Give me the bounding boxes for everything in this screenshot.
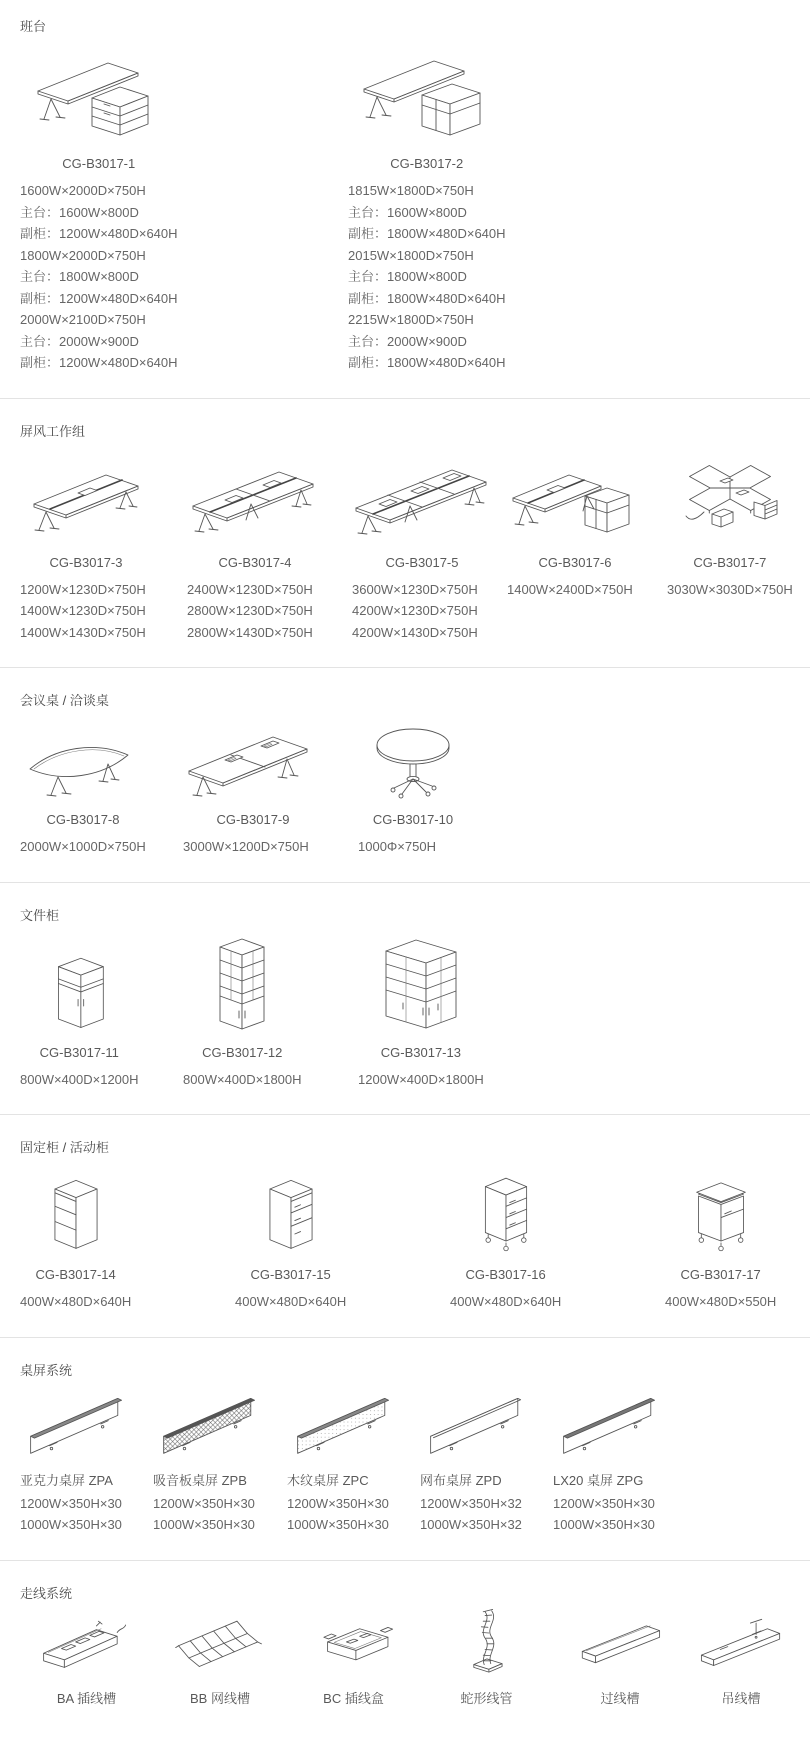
spec-list [667,579,793,601]
section-header: 桌屏系统 [20,1362,73,1378]
spec-list [348,180,506,374]
low-cabinet-icon [20,928,139,1034]
product-card [553,1383,687,1536]
spec-list [20,836,146,858]
product-code: CG-B3017-17 [680,1267,761,1282]
product-card [553,1606,687,1716]
section-conference-tables [0,667,810,882]
spec-line: 主台：1600W×800D [20,204,139,220]
mobile-pedestal-low-icon [665,1160,776,1256]
spec-line: 4200W×1230D×750H [352,603,478,618]
product-card [235,1160,450,1313]
product-code: BB 网线槽 [190,1690,250,1706]
spec-line: 1200W×350H×30 [153,1495,255,1511]
product-card [420,1383,553,1536]
cable-tray-ba-icon [20,1606,153,1674]
product-code: 木纹桌屏 ZPC [287,1472,369,1488]
product-card [352,444,507,644]
spec-list [358,1069,484,1091]
product-code: CG-B3017-10 [372,812,454,827]
product-card [358,928,790,1091]
cable-box-bc-icon [287,1606,420,1674]
product-code: LX20 桌屏 ZPG [553,1472,644,1488]
spec-list [352,579,492,644]
product-code: 吊线槽 [721,1690,761,1706]
spec-line: 副柜：1800W×480D×640H [348,355,506,370]
workstation-single-icon [20,444,152,544]
product-code: 过线槽 [600,1690,640,1706]
spec-line: 400W×480D×550H [665,1294,777,1309]
section-header: 固定柜 / 活动柜 [20,1140,109,1155]
product-code: CG-B3017-7 [693,554,767,570]
spec-line: 1600W×2000D×750H [20,183,146,198]
product-card [187,444,352,644]
product-card [20,1606,153,1716]
spec-line: 3600W×1230D×750H [352,581,478,597]
spec-list [20,1291,131,1313]
spec-line: 2215W×1800D×750H [348,312,474,327]
spec-line: 3030W×3030D×750H [667,581,793,597]
spec-line: 1000W×350H×32 [420,1517,522,1532]
product-card [20,1383,153,1536]
section-header: 文件柜 [20,907,60,923]
spec-line: 1000Φ×750H [358,839,436,854]
spec-line: 1200W×400D×1800H [358,1071,484,1087]
mesh-screen-icon [420,1383,536,1459]
hanging-channel-icon [687,1606,795,1674]
spec-line: 2800W×1230D×750H [187,603,313,618]
product-code: CG-B3017-2 [390,156,464,171]
spec-line: 1000W×350H×30 [287,1517,389,1532]
section-header: 班台 [20,19,47,34]
fixed-pedestal-right-icon [235,1160,346,1256]
spec-list [20,1493,136,1536]
wide-tall-cabinet-icon [358,928,484,1034]
spec-list [420,1493,536,1536]
product-code: CG-B3017-14 [35,1267,116,1282]
spec-line: 2000W×2100D×750H [20,312,146,327]
section-executive-desks [0,0,810,398]
product-code: 吸音板桌屏 ZPB [153,1472,247,1488]
spec-list [553,1493,669,1536]
spec-line: 4200W×1430D×750H [352,624,478,640]
product-card [20,39,348,374]
spec-line: 1200W×350H×30 [553,1495,655,1511]
spec-list [450,1291,561,1313]
product-card [183,713,358,858]
spec-line: 副柜：1800W×480D×640H [348,290,506,306]
product-code: CG-B3017-9 [216,812,290,827]
spec-list [187,579,323,644]
spec-line: 主台：1800W×800D [348,269,467,284]
lx20-screen-icon [553,1383,669,1459]
product-code: CG-B3017-1 [62,156,136,171]
product-code: CG-B3017-13 [380,1044,461,1060]
cable-channel-icon [553,1606,687,1674]
spec-line: 主台：1800W×800D [20,269,139,284]
product-card [20,928,183,1091]
executive-desk-right-return-icon [348,39,506,145]
acoustic-screen-icon [153,1383,269,1459]
product-code: 蛇形线管 [460,1690,513,1706]
product-card [287,1383,420,1536]
spec-line: 400W×480D×640H [235,1294,347,1309]
product-code: CG-B3017-4 [218,554,292,570]
spec-list [235,1291,346,1313]
spec-list [183,836,323,858]
product-card [667,444,793,601]
product-card [287,1606,420,1716]
product-code: 网布桌屏 ZPD [420,1472,502,1488]
workstation-cross-cluster-icon [667,444,793,544]
product-code: CG-B3017-16 [465,1267,546,1282]
spec-line: 副柜：1200W×480D×640H [20,290,178,306]
tall-cabinet-icon [183,928,302,1034]
spec-line: 1000W×350H×30 [153,1517,255,1532]
section-pedestals [0,1114,810,1337]
product-card [507,444,667,601]
spec-line: 800W×400D×1200H [20,1071,139,1087]
spec-line: 1000W×350H×30 [20,1517,122,1532]
workstation-with-cabinet-icon [507,444,643,544]
product-code: CG-B3017-11 [39,1044,119,1060]
spec-list [153,1493,269,1536]
section-file-cabinets [0,882,810,1115]
spec-line: 2000W×1000D×750H [20,839,146,854]
product-card [183,928,358,1091]
spec-line: 1200W×350H×30 [20,1495,122,1511]
product-card [687,1606,795,1716]
spec-line: 1000W×350H×30 [553,1517,655,1532]
product-card [420,1606,553,1716]
product-card [665,1160,790,1313]
woodgrain-screen-icon [287,1383,403,1459]
executive-desk-left-return-icon [20,39,178,145]
mobile-pedestal-icon [450,1160,561,1256]
spec-list [183,1069,302,1091]
product-code: CG-B3017-8 [46,812,120,827]
spec-line: 1200W×350H×30 [287,1495,389,1511]
spec-list [287,1493,403,1536]
spec-line: 2015W×1800D×750H [348,247,474,263]
workstation-2bay-icon [187,444,323,544]
section-screen-workstations [0,398,810,668]
product-code: BC 插线盒 [323,1690,384,1706]
spec-line: 1815W×1800D×750H [348,183,474,198]
spec-line: 主台：1600W×800D [348,204,467,220]
product-card [153,1383,287,1536]
product-card [358,713,790,858]
spec-line: 2800W×1430D×750H [187,624,313,640]
product-code: CG-B3017-12 [202,1044,283,1060]
section-cable-management [0,1560,810,1740]
product-code: CG-B3017-6 [538,554,612,570]
spec-line: 2400W×1230D×750H [187,581,313,597]
rect-conference-table-icon [183,713,323,801]
spec-line: 1800W×2000D×750H [20,247,146,263]
product-card [348,39,790,374]
spec-line: 副柜：1200W×480D×640H [20,226,178,241]
spec-line: 400W×480D×640H [20,1294,132,1309]
spec-line: 400W×480D×640H [450,1294,562,1309]
spec-list [507,579,643,601]
product-card [450,1160,665,1313]
spec-line: 1200W×350H×32 [420,1495,522,1511]
product-code: CG-B3017-3 [49,554,123,570]
product-card [153,1606,287,1716]
product-code: BA 插线槽 [56,1690,117,1706]
section-header: 会议桌 / 洽谈桌 [20,693,109,708]
product-code: CG-B3017-5 [385,554,459,570]
spec-line: 主台：2000W×900D [20,333,139,349]
wire-basket-bb-icon [153,1606,287,1674]
spec-line: 主台：2000W×900D [348,333,467,349]
product-card [20,713,183,858]
spec-list [20,1069,139,1091]
spec-line: 副柜：1200W×480D×640H [20,355,178,370]
spec-line: 副柜：1800W×480D×640H [348,226,506,241]
spec-list [20,579,152,644]
product-card [20,1160,235,1313]
section-header: 走线系统 [20,1585,73,1601]
spec-line: 1400W×1230D×750H [20,603,146,618]
workstation-3bay-icon [352,444,492,544]
snake-tube-icon [420,1606,553,1674]
spec-line: 3000W×1200D×750H [183,839,309,854]
spec-list [20,180,178,374]
spec-list [358,836,468,858]
boat-conference-table-icon [20,713,146,801]
section-desk-screens [0,1337,810,1560]
spec-line: 1400W×2400D×750H [507,581,633,597]
acrylic-screen-icon [20,1383,136,1459]
product-code: 亚克力桌屏 ZPA [20,1472,113,1488]
fixed-pedestal-left-icon [20,1160,131,1256]
product-card [20,444,187,644]
section-header: 屏风工作组 [20,423,86,439]
product-code: CG-B3017-15 [250,1267,331,1282]
spec-line: 1200W×1230D×750H [20,581,146,597]
spec-line: 1400W×1430D×750H [20,624,146,640]
spec-line: 800W×400D×1800H [183,1071,302,1087]
spec-list [665,1291,776,1313]
round-table-icon [358,713,468,801]
